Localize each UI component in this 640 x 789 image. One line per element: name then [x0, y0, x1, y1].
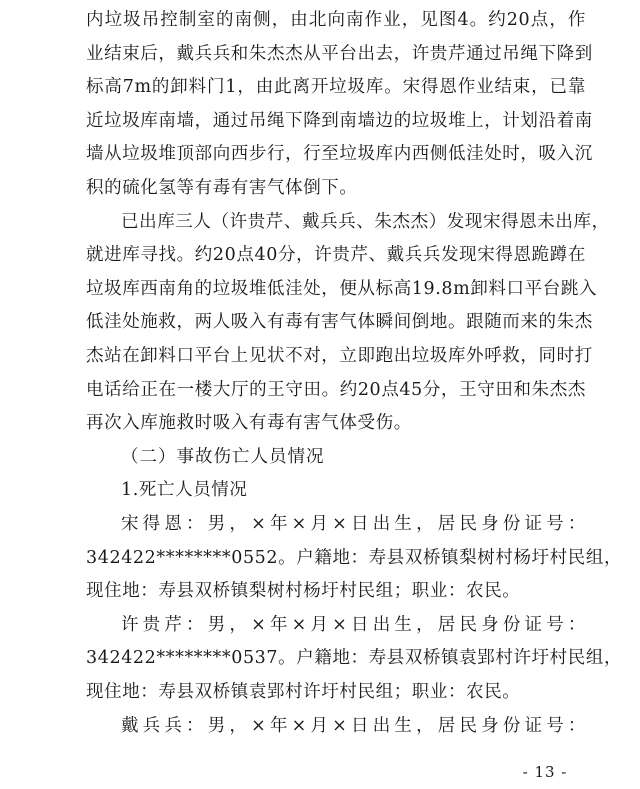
body-text-line: 垃圾库西南角的垃圾堆低洼处，便从标高19.8m卸料口平台跳入 — [86, 278, 598, 299]
body-text-line: 电话给正在一楼大厅的王守田。约20点45分，王守田和朱杰杰 — [86, 379, 586, 400]
page-number: - 13 - — [522, 763, 568, 781]
body-text-line: 就进库寻找。约20点40分，许贵芹、戴兵兵发现宋得恩跪蹲在 — [86, 245, 586, 266]
body-text-line: 杰站在卸料口平台上见状不对，立即跑出垃圾库外呼救，同时打 — [86, 346, 593, 366]
person-record-line: 现住地：寿县双桥镇梨树村杨圩村民组；职业：农民。 — [86, 581, 521, 602]
person-record-line: 342422********0537。户籍地：寿县双桥镇袁郢村许圩村民组， — [86, 648, 623, 669]
section-heading: （二）事故伤亡人员情况 — [121, 446, 325, 467]
person-record-first-line: 戴兵兵：男，×年×月×日出生，居民身份证号： — [121, 715, 586, 736]
paragraph-first-line: 已出库三人（许贵芹、戴兵兵、朱杰杰）发现宋得恩未出库， — [121, 211, 610, 232]
person-record-first-line: 许贵芹：男，×年×月×日出生，居民身份证号： — [121, 614, 586, 635]
body-text-line: 业结束后，戴兵兵和朱杰杰从平台出去，许贵芹通过吊绳下降到 — [86, 43, 593, 64]
person-record-first-line: 宋得恩：男，×年×月×日出生，居民身份证号： — [121, 514, 586, 534]
person-record-line: 342422********0552。户籍地：寿县双桥镇梨树村杨圩村民组， — [86, 547, 623, 568]
person-record-line: 现住地：寿县双桥镇袁郢村许圩村民组；职业：农民。 — [86, 682, 521, 702]
body-text-line: 近垃圾库南墙，通过吊绳下降到南墙边的垃圾堆上，计划沿着南 — [86, 110, 593, 131]
body-text-line: 积的硫化氢等有毒有害气体倒下。 — [86, 178, 358, 198]
body-text-line: 标高7m的卸料门1，由此离开垃圾库。宋得恩作业结束，已靠 — [86, 77, 586, 98]
body-text-line: 墙从垃圾堆顶部向西步行，行至垃圾库内西侧低洼处时，吸入沉 — [86, 144, 593, 165]
body-text-line: 内垃圾吊控制室的南侧，由北向南作业，见图4。约20点，作 — [86, 10, 586, 30]
subsection-heading: 1.死亡人员情况 — [121, 480, 248, 501]
body-text-line: 低洼处施救，两人吸入有毒有害气体瞬间倒地。跟随而来的朱杰 — [86, 312, 593, 333]
body-text-line: 再次入库施救时吸入有毒有害气体受伤。 — [86, 413, 412, 434]
